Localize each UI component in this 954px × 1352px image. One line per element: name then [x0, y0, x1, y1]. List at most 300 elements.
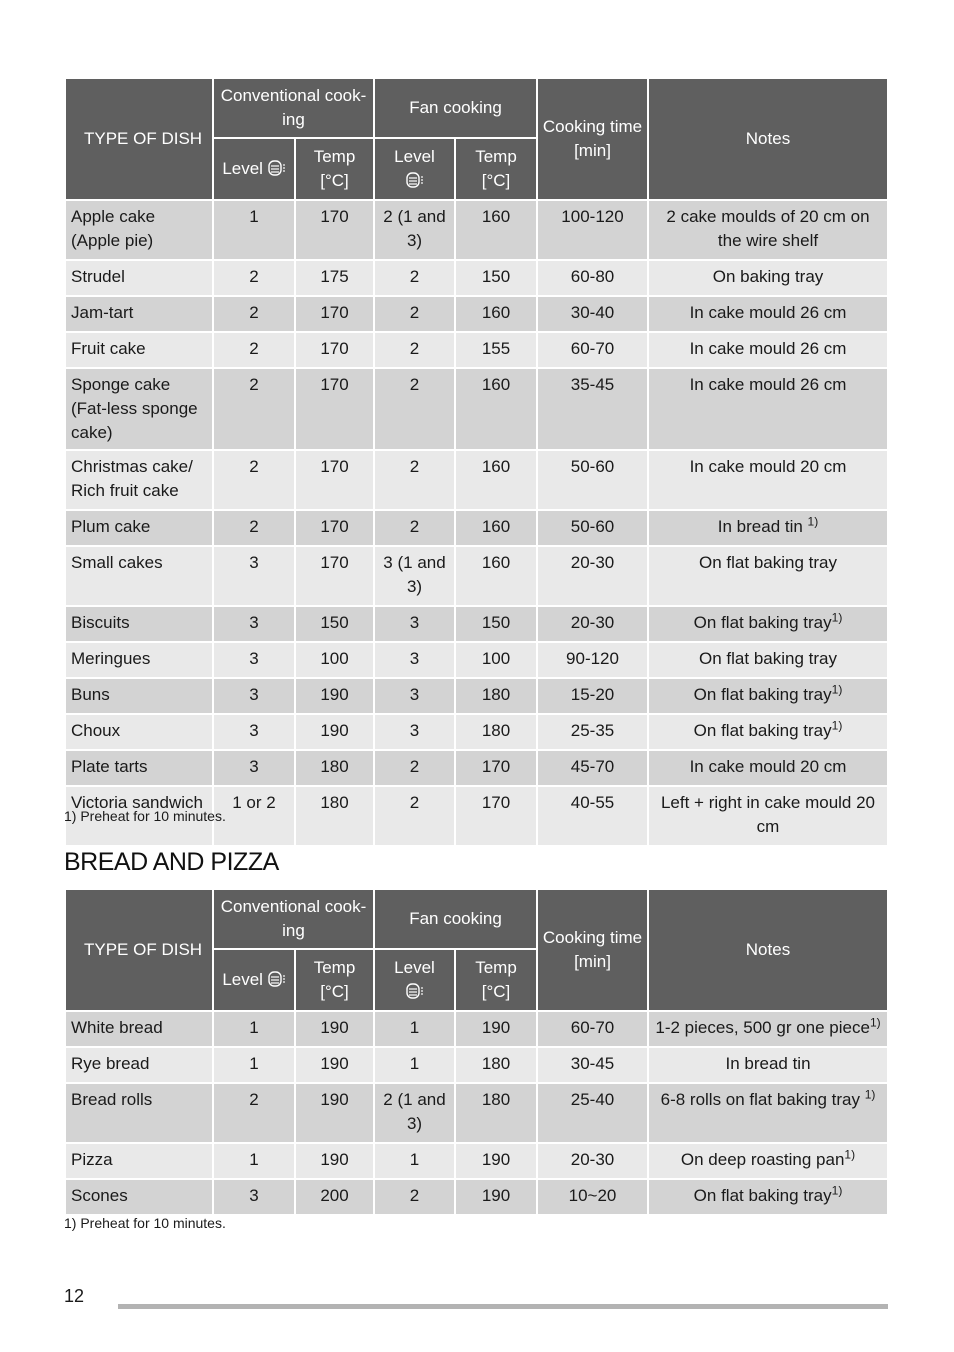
- cooking-time-cell-text: 90-120: [566, 649, 619, 668]
- conventional-level-cell-text: 2: [249, 339, 259, 358]
- conventional-temp-cell-text: 170: [320, 457, 349, 476]
- fan-level-cell: [374, 1047, 455, 1083]
- fan-temp-cell: [455, 368, 537, 450]
- header-conventional-temp: Temp [°C]: [295, 138, 374, 200]
- table-row: [65, 606, 888, 642]
- header-level-label: Level: [394, 958, 435, 977]
- dish-cell-text: Sponge cake (Fat-less sponge cake): [71, 375, 198, 442]
- conventional-level-cell: [213, 296, 295, 332]
- table-row: [65, 450, 888, 510]
- notes-cell-text: In bread tin: [717, 517, 808, 536]
- notes-cell: [648, 786, 888, 846]
- table-row: [65, 714, 888, 750]
- footnote-marker: 1): [831, 610, 843, 625]
- conventional-temp-cell: [295, 296, 374, 332]
- fan-level-cell-text: 3: [409, 685, 420, 704]
- conventional-temp-cell: [295, 786, 374, 846]
- cooking-time-cell-text: 60-70: [570, 339, 615, 358]
- notes-cell: [648, 450, 888, 510]
- dish-cell-text: Meringues: [71, 649, 151, 668]
- notes-cell: [648, 510, 888, 546]
- header-level-label: Level: [222, 970, 263, 989]
- dish-cell: [65, 714, 213, 750]
- conventional-temp-cell: [295, 546, 374, 606]
- notes-cell-text: Left + right in cake mould 20 cm: [660, 793, 876, 836]
- header-level-label: Level: [394, 147, 435, 166]
- notes-cell: [648, 642, 888, 678]
- fan-temp-cell: [455, 510, 537, 546]
- header-conventional-cooking: Conventional cook-ing: [213, 889, 374, 949]
- cooking-time-cell: [537, 714, 648, 750]
- header-type-of-dish: TYPE OF DISH: [65, 78, 213, 200]
- footnote-marker: 1): [807, 514, 819, 529]
- fan-temp-cell: [455, 546, 537, 606]
- dish-cell: [65, 368, 213, 450]
- dish-cell-text: White bread: [71, 1018, 163, 1037]
- cooking-time-cell: [537, 750, 648, 786]
- fan-temp-cell-text: 150: [481, 267, 511, 286]
- fan-temp-cell: [455, 332, 537, 368]
- conventional-level-cell: [213, 642, 295, 678]
- cooking-time-cell: [537, 510, 648, 546]
- conventional-level-cell: [213, 1143, 295, 1179]
- footnote-marker: 1): [844, 1147, 856, 1162]
- section-title-bread-and-pizza: BREAD AND PIZZA: [64, 848, 279, 876]
- cooking-time-cell-text: 10~20: [568, 1186, 617, 1205]
- cooking-time-cell-text: 50-60: [570, 457, 615, 476]
- conventional-level-cell-text: 3: [249, 649, 259, 668]
- fan-temp-cell-text: 100: [481, 649, 511, 668]
- fan-level-cell-text: 3: [409, 649, 420, 668]
- conventional-temp-cell-text: 190: [320, 1054, 349, 1073]
- conventional-temp-cell-text: 170: [320, 303, 349, 322]
- oven-shelf-level-icon: [406, 171, 424, 189]
- conventional-level-cell: [213, 368, 295, 450]
- conventional-level-cell-text: 3: [249, 553, 259, 572]
- fan-level-cell: [374, 678, 455, 714]
- fan-temp-cell-text: 160: [481, 303, 511, 322]
- table-row: [65, 296, 888, 332]
- cakes-footnote: 1) Preheat for 10 minutes.: [64, 808, 226, 824]
- conventional-level-cell-text: 2: [249, 517, 259, 536]
- conventional-level-cell: [213, 260, 295, 296]
- dish-cell: [65, 450, 213, 510]
- notes-cell-text: On flat baking tray: [693, 685, 832, 704]
- fan-level-cell: [374, 1011, 455, 1047]
- conventional-level-cell-text: 1: [249, 1054, 259, 1073]
- header-fan-temp: Temp [°C]: [455, 949, 537, 1011]
- dish-cell: [65, 1047, 213, 1083]
- fan-level-cell: [374, 368, 455, 450]
- conventional-level-cell: [213, 546, 295, 606]
- header-notes: Notes: [648, 78, 888, 200]
- bread-table-body: [65, 1011, 888, 1215]
- cooking-time-cell-text: 100-120: [561, 207, 624, 226]
- fan-temp-cell-text: 160: [481, 553, 511, 572]
- header-type-of-dish: TYPE OF DISH: [65, 889, 213, 1011]
- conventional-level-cell-text: 2: [249, 1090, 259, 1109]
- table-row: [65, 200, 888, 260]
- conventional-level-cell: [213, 450, 295, 510]
- table-row: [65, 546, 888, 606]
- fan-temp-cell-text: 180: [481, 1090, 511, 1109]
- notes-cell: [648, 678, 888, 714]
- header-fan-cooking: Fan cooking: [374, 889, 537, 949]
- notes-cell: [648, 200, 888, 260]
- conventional-level-cell: [213, 1011, 295, 1047]
- notes-cell-text: In cake mould 20 cm: [689, 457, 847, 476]
- fan-temp-cell-text: 170: [481, 757, 511, 776]
- fan-level-cell-text: 1: [409, 1150, 420, 1169]
- fan-level-cell: [374, 332, 455, 368]
- dish-cell-text: Strudel: [71, 267, 125, 286]
- dish-cell: [65, 642, 213, 678]
- fan-level-cell-text: 2: [409, 339, 420, 358]
- notes-cell-text: In cake mould 26 cm: [689, 375, 847, 394]
- fan-temp-cell: [455, 714, 537, 750]
- table-row: [65, 368, 888, 450]
- fan-temp-cell: [455, 296, 537, 332]
- footnote-marker: 1): [831, 682, 843, 697]
- conventional-temp-cell: [295, 510, 374, 546]
- cooking-time-cell-text: 60-70: [570, 1018, 615, 1037]
- conventional-level-cell-text: 3: [249, 613, 259, 632]
- cooking-time-cell: [537, 678, 648, 714]
- fan-temp-cell-text: 170: [481, 793, 511, 812]
- cooking-time-cell: [537, 450, 648, 510]
- cooking-time-cell: [537, 606, 648, 642]
- fan-temp-cell-text: 190: [481, 1150, 511, 1169]
- notes-cell-text: 2 cake moulds of 20 cm on the wire shelf: [666, 207, 870, 250]
- fan-level-cell-text: 1: [409, 1018, 420, 1037]
- conventional-level-cell-text: 2: [249, 457, 259, 476]
- dish-cell: [65, 200, 213, 260]
- bread-footnote: 1) Preheat for 10 minutes.: [64, 1215, 226, 1231]
- conventional-temp-cell-text: 190: [320, 1018, 349, 1037]
- fan-temp-cell: [455, 1143, 537, 1179]
- header-cooking-time: Cooking time [min]: [537, 889, 648, 1011]
- conventional-temp-cell: [295, 1143, 374, 1179]
- fan-temp-cell-text: 150: [481, 613, 511, 632]
- fan-level-cell-text: 2: [409, 303, 420, 322]
- fan-temp-cell: [455, 260, 537, 296]
- cooking-time-cell-text: 50-60: [570, 517, 615, 536]
- oven-shelf-level-icon: [268, 159, 286, 177]
- dish-cell-text: Small cakes: [71, 553, 163, 572]
- fan-level-cell: [374, 1083, 455, 1143]
- table-row: [65, 332, 888, 368]
- dish-cell: [65, 606, 213, 642]
- dish-cell: [65, 546, 213, 606]
- header-fan-level: [374, 949, 455, 1011]
- fan-temp-cell: [455, 450, 537, 510]
- cooking-time-cell: [537, 642, 648, 678]
- conventional-temp-cell-text: 170: [320, 339, 349, 358]
- fan-level-cell: [374, 450, 455, 510]
- fan-level-cell-text: 2: [409, 375, 420, 394]
- fan-temp-cell: [455, 1179, 537, 1215]
- fan-temp-cell: [455, 1047, 537, 1083]
- cooking-time-cell: [537, 368, 648, 450]
- notes-cell: [648, 296, 888, 332]
- fan-level-cell: [374, 296, 455, 332]
- dish-cell-text: Bread rolls: [71, 1090, 153, 1109]
- dish-cell: [65, 510, 213, 546]
- fan-level-cell: [374, 200, 455, 260]
- conventional-level-cell: [213, 510, 295, 546]
- dish-cell-text: Pizza: [71, 1150, 113, 1169]
- cooking-time-cell-text: 20-30: [570, 553, 615, 572]
- conventional-level-cell-text: 3: [249, 721, 259, 740]
- dish-cell-text: Biscuits: [71, 613, 130, 632]
- conventional-temp-cell-text: 180: [320, 757, 349, 776]
- fan-temp-cell-text: 160: [481, 375, 511, 394]
- conventional-level-cell-text: 1: [249, 1018, 259, 1037]
- fan-temp-cell-text: 180: [481, 685, 511, 704]
- fan-level-cell-text: 2: [409, 457, 420, 476]
- table-row: [65, 1083, 888, 1143]
- header-level-label: Level: [222, 159, 263, 178]
- table-row: [65, 642, 888, 678]
- notes-cell-text: On flat baking tray: [693, 721, 832, 740]
- header-cooking-time: Cooking time [min]: [537, 78, 648, 200]
- conventional-temp-cell-text: 170: [320, 207, 349, 226]
- oven-shelf-level-icon: [406, 982, 424, 1000]
- conventional-level-cell: [213, 332, 295, 368]
- conventional-level-cell: [213, 1179, 295, 1215]
- conventional-temp-cell: [295, 260, 374, 296]
- conventional-temp-cell: [295, 714, 374, 750]
- fan-temp-cell-text: 160: [481, 457, 511, 476]
- fan-level-cell: [374, 1143, 455, 1179]
- dish-cell: [65, 332, 213, 368]
- fan-level-cell-text: 2 (1 and 3): [383, 1090, 446, 1133]
- notes-cell-text: In cake mould 26 cm: [689, 303, 847, 322]
- cooking-time-cell-text: 20-30: [570, 613, 615, 632]
- cooking-time-cell: [537, 332, 648, 368]
- footnote-marker: 1): [831, 718, 843, 733]
- fan-temp-cell-text: 190: [481, 1018, 511, 1037]
- dish-cell: [65, 260, 213, 296]
- oven-shelf-level-icon: [268, 970, 286, 988]
- conventional-level-cell-text: 2: [249, 303, 259, 322]
- dish-cell-text: Victoria sandwich: [71, 793, 203, 812]
- notes-cell-text: In bread tin: [725, 1054, 811, 1073]
- conventional-level-cell-text: 2: [249, 267, 259, 286]
- dish-cell: [65, 1143, 213, 1179]
- dish-cell: [65, 678, 213, 714]
- footnote-marker: 1): [864, 1087, 876, 1102]
- fan-level-cell-text: 3: [409, 613, 420, 632]
- notes-cell-text: In cake mould 26 cm: [689, 339, 847, 358]
- fan-level-cell-text: 2: [409, 267, 420, 286]
- fan-level-cell: [374, 606, 455, 642]
- notes-cell: [648, 1083, 888, 1143]
- dish-cell: [65, 1083, 213, 1143]
- dish-cell-text: Fruit cake: [71, 339, 146, 358]
- notes-cell-text: On flat baking tray: [693, 1186, 832, 1205]
- cooking-time-cell-text: 30-45: [570, 1054, 615, 1073]
- fan-level-cell-text: 2: [409, 517, 420, 536]
- cooking-time-cell: [537, 1047, 648, 1083]
- conventional-temp-cell: [295, 1047, 374, 1083]
- header-fan-level: [374, 138, 455, 200]
- table-row: [65, 678, 888, 714]
- dish-cell: [65, 296, 213, 332]
- fan-level-cell-text: 3 (1 and 3): [383, 553, 446, 596]
- cooking-time-cell-text: 45-70: [570, 757, 615, 776]
- conventional-level-cell-text: 3: [249, 1186, 259, 1205]
- conventional-level-cell-text: 1: [249, 207, 259, 226]
- header-notes: Notes: [648, 889, 888, 1011]
- notes-cell: [648, 1143, 888, 1179]
- fan-level-cell-text: 3: [409, 721, 420, 740]
- dish-cell-text: Rye bread: [71, 1054, 150, 1073]
- dish-cell-text: Plate tarts: [71, 757, 148, 776]
- table-row: [65, 750, 888, 786]
- cooking-time-cell: [537, 296, 648, 332]
- cooking-time-cell-text: 15-20: [570, 685, 615, 704]
- dish-cell-text: Scones: [71, 1186, 128, 1205]
- conventional-level-cell-text: 3: [249, 685, 259, 704]
- table-row: [65, 510, 888, 546]
- table-row: [65, 1047, 888, 1083]
- cooking-time-cell: [537, 786, 648, 846]
- notes-cell-text: In cake mould 20 cm: [689, 757, 847, 776]
- conventional-level-cell: [213, 200, 295, 260]
- header-fan-temp: Temp [°C]: [455, 138, 537, 200]
- conventional-level-cell: [213, 678, 295, 714]
- dish-cell: [65, 1179, 213, 1215]
- dish-cell-text: Christmas cake/ Rich fruit cake: [71, 457, 193, 500]
- conventional-temp-cell: [295, 750, 374, 786]
- notes-cell-text: 1-2 pieces, 500 gr one piece: [655, 1018, 870, 1037]
- conventional-level-cell-text: 2: [249, 375, 259, 394]
- fan-temp-cell: [455, 200, 537, 260]
- conventional-temp-cell: [295, 450, 374, 510]
- notes-cell: [648, 1047, 888, 1083]
- bread-table: [64, 888, 889, 1216]
- fan-temp-cell-text: 160: [481, 207, 511, 226]
- cooking-time-cell: [537, 200, 648, 260]
- cooking-time-cell-text: 40-55: [570, 793, 615, 812]
- fan-level-cell-text: 2: [409, 1186, 420, 1205]
- fan-temp-cell-text: 180: [481, 721, 511, 740]
- conventional-temp-cell-text: 200: [320, 1186, 349, 1205]
- fan-level-cell: [374, 510, 455, 546]
- dish-cell-text: Buns: [71, 685, 110, 704]
- fan-level-cell-text: 2: [409, 757, 420, 776]
- notes-cell: [648, 260, 888, 296]
- conventional-temp-cell-text: 175: [320, 267, 349, 286]
- notes-cell: [648, 546, 888, 606]
- dish-cell-text: Plum cake: [71, 517, 151, 536]
- fan-temp-cell: [455, 786, 537, 846]
- notes-cell: [648, 750, 888, 786]
- conventional-level-cell: [213, 606, 295, 642]
- notes-cell: [648, 368, 888, 450]
- table-row: [65, 1143, 888, 1179]
- conventional-temp-cell: [295, 368, 374, 450]
- conventional-temp-cell-text: 170: [320, 375, 349, 394]
- fan-level-cell: [374, 642, 455, 678]
- dish-cell: [65, 750, 213, 786]
- header-fan-cooking: Fan cooking: [374, 78, 537, 138]
- cooking-time-cell: [537, 1179, 648, 1215]
- fan-temp-cell: [455, 606, 537, 642]
- notes-cell: [648, 1179, 888, 1215]
- conventional-temp-cell: [295, 1083, 374, 1143]
- conventional-level-cell-text: 3: [249, 757, 259, 776]
- conventional-temp-cell-text: 100: [320, 649, 349, 668]
- header-conventional-level: [213, 138, 295, 200]
- fan-level-cell: [374, 750, 455, 786]
- fan-temp-cell-text: 180: [481, 1054, 511, 1073]
- conventional-temp-cell-text: 150: [320, 613, 349, 632]
- fan-level-cell: [374, 260, 455, 296]
- footer-rule: [118, 1304, 888, 1309]
- conventional-level-cell: [213, 714, 295, 750]
- notes-cell: [648, 606, 888, 642]
- notes-cell: [648, 714, 888, 750]
- dish-cell-text: Choux: [71, 721, 121, 740]
- table-row: [65, 260, 888, 296]
- conventional-temp-cell-text: 190: [320, 685, 349, 704]
- header-conventional-cooking: Conventional cook-ing: [213, 78, 374, 138]
- header-conventional-temp: Temp [°C]: [295, 949, 374, 1011]
- cooking-time-cell: [537, 1011, 648, 1047]
- conventional-temp-cell-text: 190: [320, 1090, 349, 1109]
- conventional-temp-cell-text: 170: [320, 517, 349, 536]
- conventional-level-cell: [213, 750, 295, 786]
- table-row: [65, 1179, 888, 1215]
- fan-level-cell: [374, 546, 455, 606]
- notes-cell-text: 6-8 rolls on flat baking tray: [660, 1090, 865, 1109]
- footnote-marker: 1): [831, 1183, 843, 1198]
- notes-cell-text: On flat baking tray: [699, 553, 837, 572]
- page-number: 12: [64, 1286, 85, 1306]
- conventional-level-cell-text: 1 or 2: [232, 793, 276, 812]
- fan-temp-cell-text: 160: [481, 517, 511, 536]
- fan-level-cell-text: 2: [409, 793, 420, 812]
- conventional-level-cell-text: 1: [249, 1150, 259, 1169]
- fan-level-cell-text: 1: [409, 1054, 420, 1073]
- conventional-temp-cell: [295, 200, 374, 260]
- cooking-time-cell-text: 60-80: [570, 267, 615, 286]
- notes-cell-text: On flat baking tray: [693, 613, 832, 632]
- fan-temp-cell: [455, 750, 537, 786]
- fan-level-cell: [374, 714, 455, 750]
- notes-cell-text: On deep roasting pan: [680, 1150, 845, 1169]
- dish-cell: [65, 1011, 213, 1047]
- conventional-temp-cell: [295, 332, 374, 368]
- cooking-time-cell: [537, 260, 648, 296]
- conventional-level-cell: [213, 1083, 295, 1143]
- notes-cell: [648, 1011, 888, 1047]
- fan-level-cell-text: 2 (1 and 3): [383, 207, 446, 250]
- fan-temp-cell: [455, 642, 537, 678]
- conventional-temp-cell-text: 170: [320, 553, 349, 572]
- conventional-temp-cell: [295, 642, 374, 678]
- fan-temp-cell-text: 190: [481, 1186, 511, 1205]
- cakes-table: [64, 77, 889, 847]
- cooking-time-cell: [537, 1083, 648, 1143]
- cakes-table-body: [65, 200, 888, 846]
- notes-cell: [648, 332, 888, 368]
- fan-temp-cell: [455, 678, 537, 714]
- cooking-time-cell-text: 25-35: [570, 721, 615, 740]
- conventional-temp-cell: [295, 1011, 374, 1047]
